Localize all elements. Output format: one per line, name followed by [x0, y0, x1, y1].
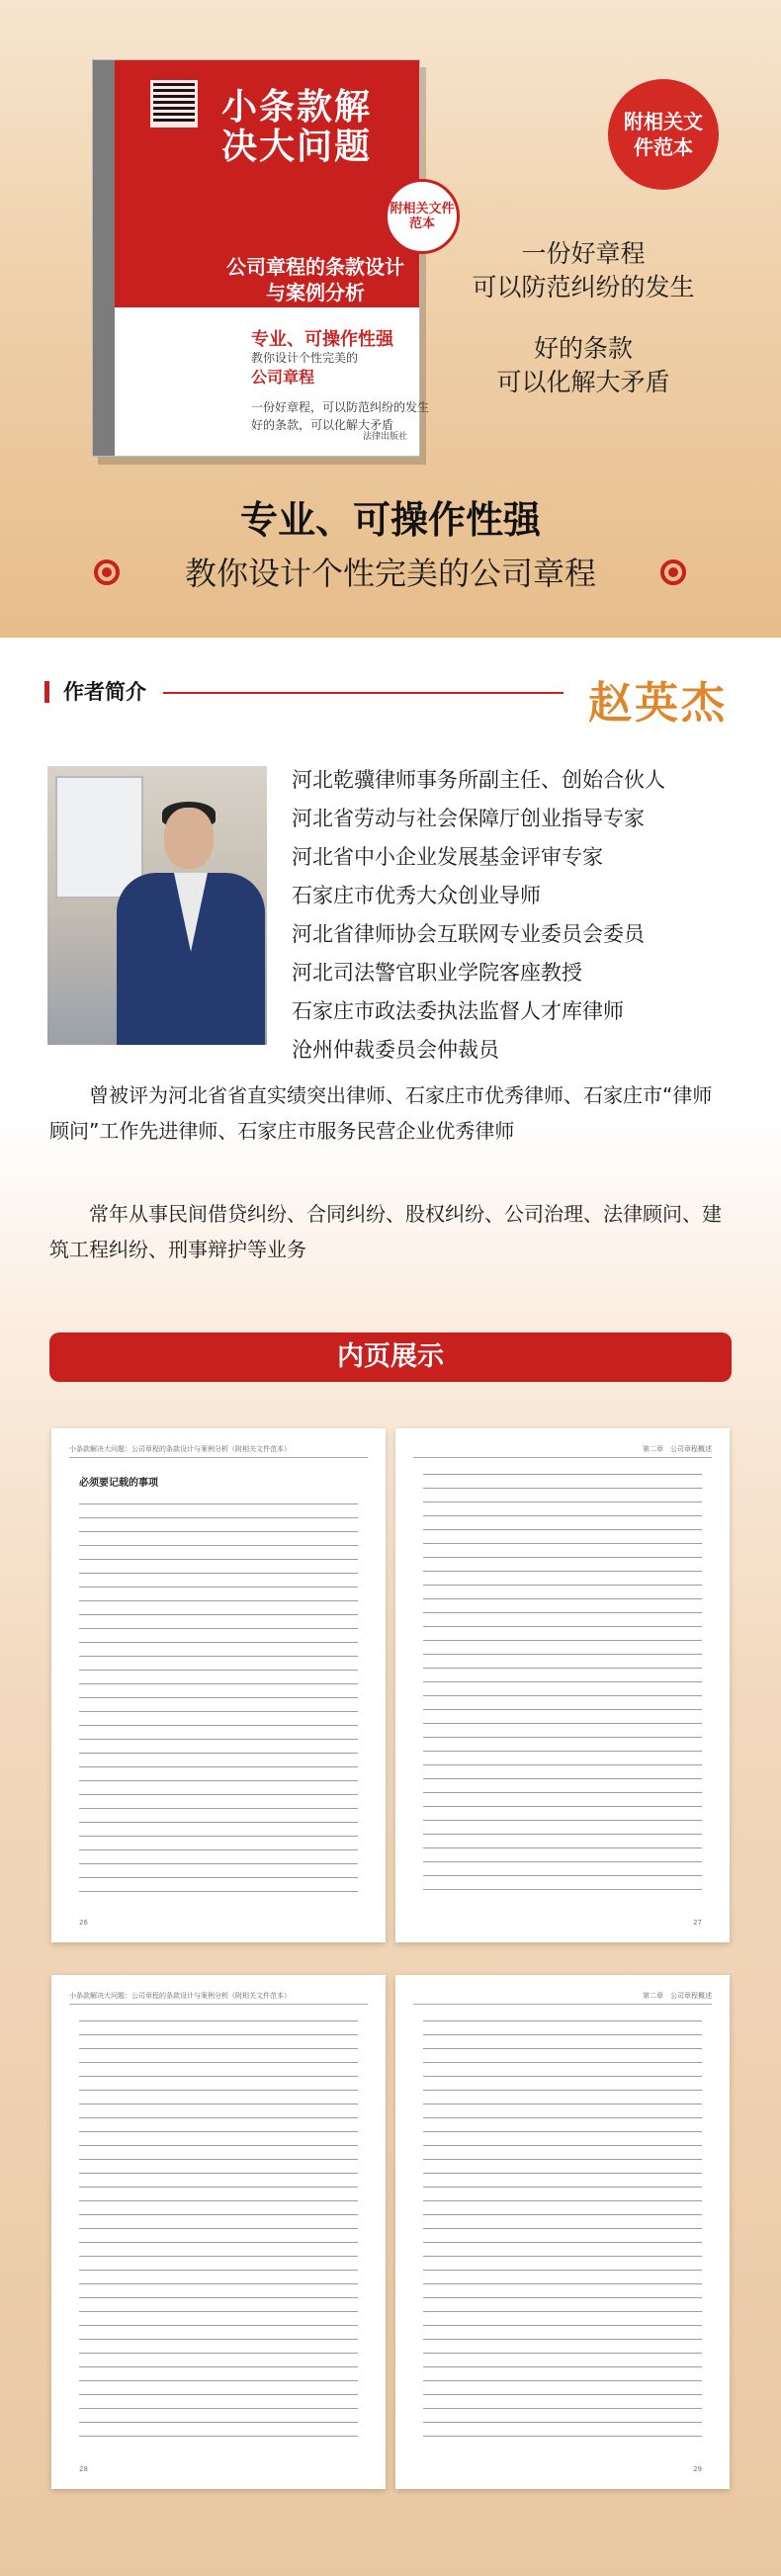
page-body-text	[79, 2015, 358, 2449]
author-role: 石家庄市政法委执法监督人才库律师	[292, 999, 624, 1023]
page-number: 27	[693, 1919, 702, 1927]
slogan-line-2: 可以防范纠纷的发生	[472, 273, 695, 301]
author-name: 赵英杰	[588, 678, 728, 729]
author-role: 河北司法警官职业学院客座教授	[292, 961, 582, 985]
author-photo	[47, 766, 267, 1045]
hero-section	[0, 0, 781, 638]
book-publisher: 法律出版社	[362, 432, 407, 442]
author-role: 河北省律师协会互联网专业委员会委员	[292, 922, 645, 946]
author-section	[0, 638, 781, 1315]
page-header: 小条款解决大问题：公司章程的条款设计与案例分析（附相关文件范本）	[69, 1991, 368, 2005]
slogan-group-2	[435, 332, 732, 399]
page-header: 第二章 公司章程概述	[413, 1991, 712, 2005]
book-title: 小条款解决大问题	[221, 87, 373, 167]
photo-figure-head	[164, 808, 214, 869]
page-section-title: 必须要记载的事项	[79, 1478, 158, 1489]
book-cover	[92, 59, 455, 457]
inner-pages-title: 内页展示	[49, 1332, 732, 1382]
author-label: 作者简介	[44, 681, 146, 703]
photo-background-screen	[55, 776, 143, 899]
inner-page-preview	[51, 1428, 386, 1942]
slogan-group-1	[435, 237, 732, 304]
inner-page-preview	[395, 1975, 730, 2489]
inner-pages-section	[0, 1315, 781, 2576]
book-lower-emph: 公司章程	[251, 368, 315, 386]
slogan-line-4: 可以化解大矛盾	[496, 368, 670, 396]
page-header: 小条款解决大问题：公司章程的条款设计与案例分析（附相关文件范本）	[69, 1444, 368, 1458]
page-number: 29	[693, 2465, 702, 2473]
author-role: 沧州仲裁委员会仲裁员	[292, 1038, 499, 1062]
page-body-text	[423, 2015, 702, 2449]
author-role: 河北乾骥律师事务所副主任、创始合伙人	[292, 768, 665, 792]
page-header: 第二章 公司章程概述	[413, 1444, 712, 1458]
author-honors: 曾被评为河北省省直实绩突出律师、石家庄市优秀律师、石家庄市“律师顾问”工作先进律师、石家庄市服务民营企业优秀律师	[49, 1083, 713, 1143]
target-dot-icon	[660, 559, 686, 585]
author-roles	[292, 761, 665, 1070]
author-role: 河北省劳动与社会保障厅创业指导专家	[292, 807, 645, 830]
corner-badge	[608, 79, 719, 190]
book-badge: 附相关文件范本	[385, 179, 460, 254]
subline: 教你设计个性完美的公司章程	[184, 555, 596, 592]
page-body-text	[79, 1498, 358, 1903]
book-spine	[93, 60, 115, 456]
book-lower-desc-1: 一份好章程，可以防范纠纷的发生	[251, 400, 430, 414]
author-divider	[163, 692, 564, 694]
book-lower-desc-2: 好的条款，可以化解大矛盾	[251, 418, 394, 432]
page-number: 26	[79, 1919, 88, 1927]
author-role: 河北省中小企业发展基金评审专家	[292, 845, 603, 869]
book-lower-sub: 教你设计个性完美的	[251, 351, 359, 365]
author-practice: 常年从事民间借贷纠纷、合同纠纷、股权纠纷、公司治理、法律顾问、建筑工程纠纷、刑事辩护等业务	[49, 1202, 722, 1261]
qr-code-icon	[150, 80, 198, 128]
slogan-line-3: 好的条款	[533, 334, 633, 363]
book-subtitle: 公司章程的条款设计与案例分析	[226, 255, 404, 304]
page-body-text	[423, 1468, 702, 1903]
slogan-line-1: 一份好章程	[521, 239, 646, 268]
headline: 专业、可操作性强	[239, 498, 541, 542]
inner-page-preview	[395, 1428, 730, 1942]
book-lower-title: 专业、可操作性强	[251, 329, 393, 350]
author-role: 石家庄市优秀大众创业导师	[292, 884, 541, 907]
page-number: 28	[79, 2465, 88, 2473]
inner-page-preview	[51, 1975, 386, 2489]
corner-badge-text: 附相关文件范本	[624, 110, 703, 159]
